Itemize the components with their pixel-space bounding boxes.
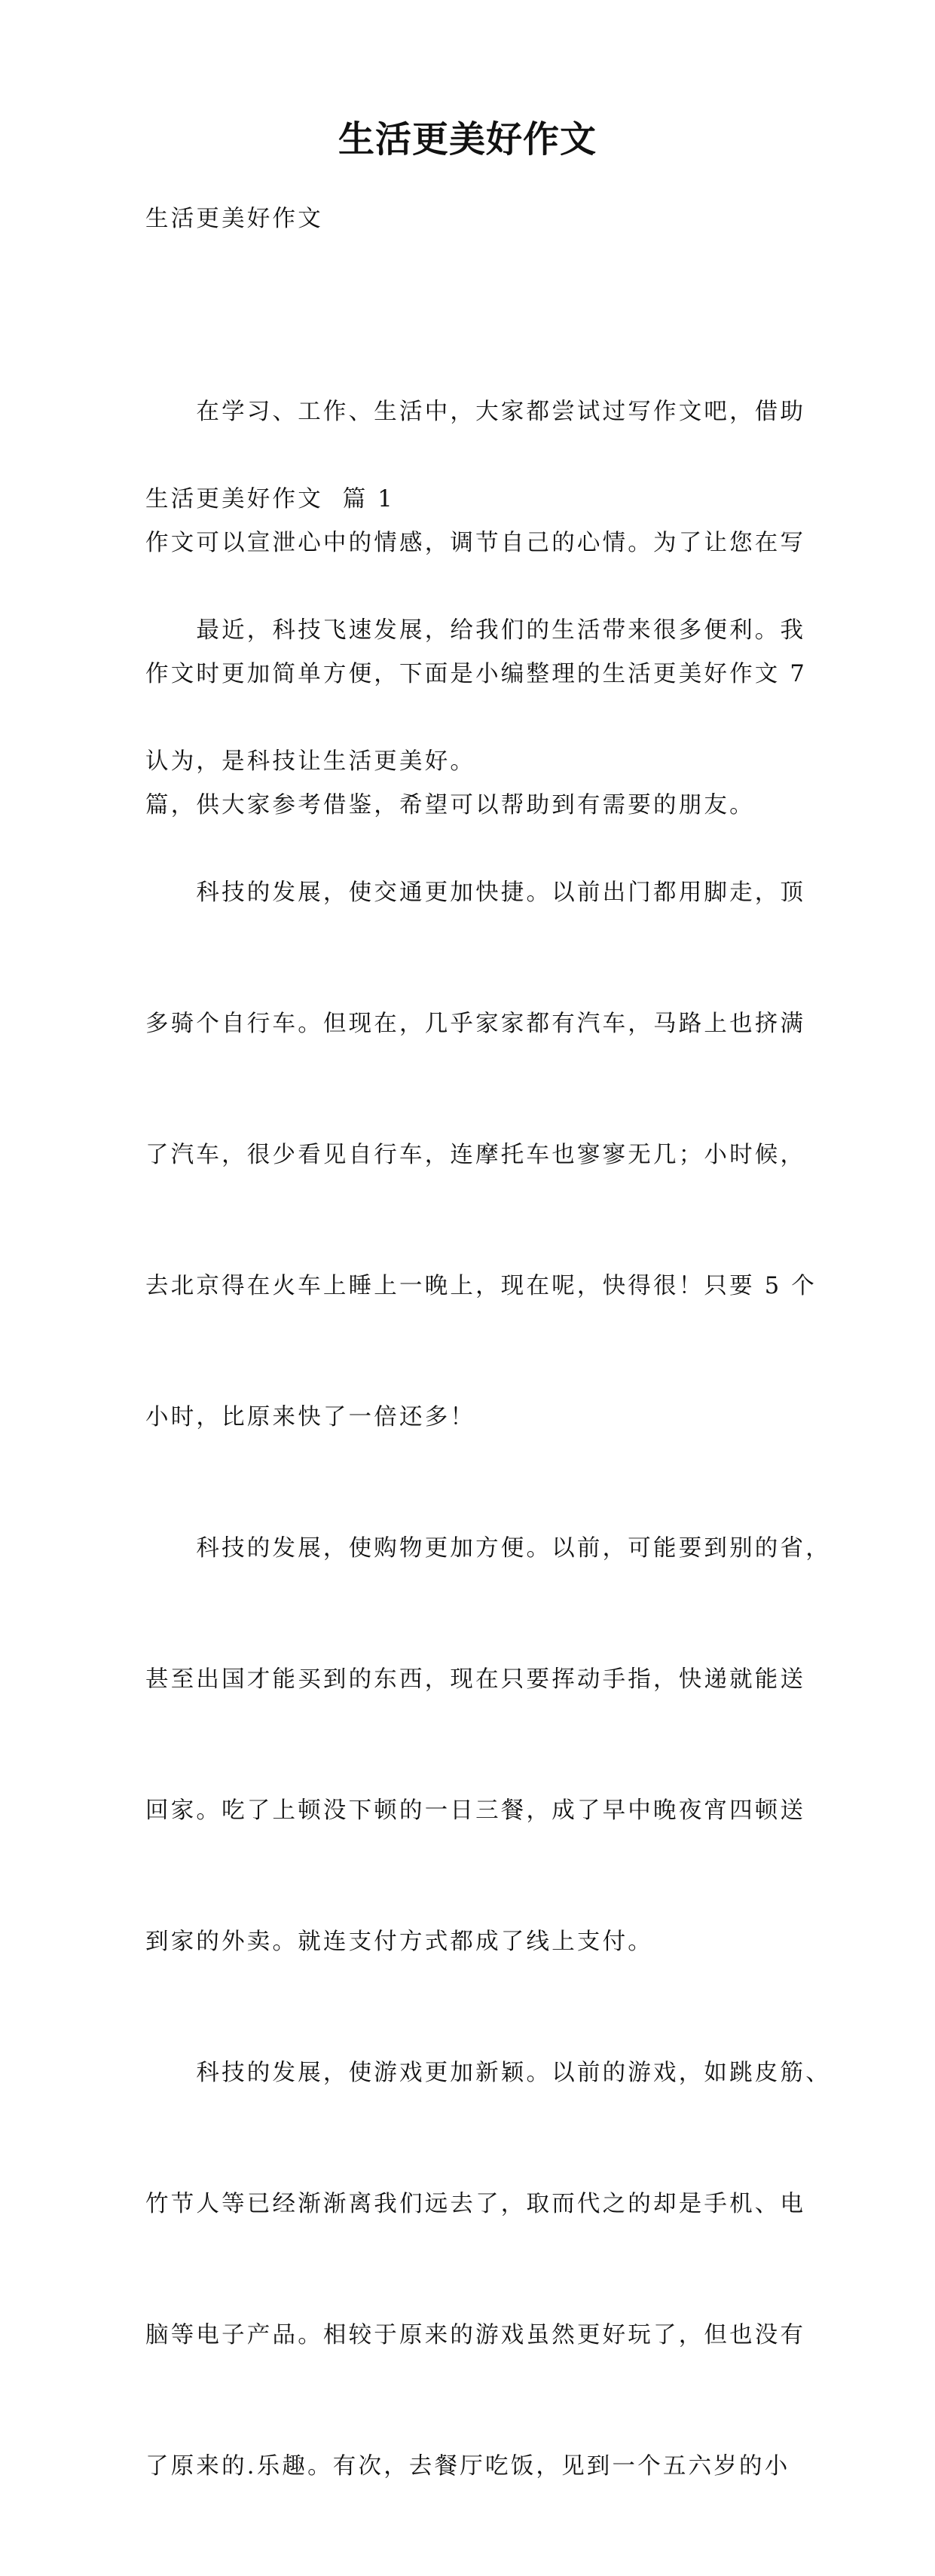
section-heading: 生活更美好作文 篇 1 [145, 486, 395, 512]
article-line: 竹节人等已经渐渐离我们远去了，取而代之的却是手机、电 [145, 2191, 806, 2217]
article-body [145, 522, 831, 2576]
article-line: 多骑个自行车。但现在，几乎家家都有汽车，马路上也挤满 [145, 1011, 806, 1037]
article-line: 科技的发展，使游戏更加新颖。以前的游戏，如跳皮筋、 [145, 2060, 831, 2086]
article-line: 了原来的.乐趣。有次，去餐厅吃饭，见到一个五六岁的小 [145, 2453, 790, 2480]
article-line: 脑等电子产品。相较于原来的游戏虽然更好玩了，但也没有 [145, 2322, 806, 2348]
intro-line: 在学习、工作、生活中，大家都尝试过写作文吧，借助 [145, 399, 806, 425]
article-line: 到家的外卖。就连支付方式都成了线上支付。 [145, 1929, 653, 1955]
intro-line: 作文时更加简单方便，下面是小编整理的生活更美好作文 7 [145, 661, 807, 687]
article-line: 了汽车，很少看见自行车，连摩托车也寥寥无几；小时候， [145, 1142, 806, 1168]
article-line: 科技的发展，使交通更加快捷。以前出门都用脚走，顶 [145, 880, 806, 906]
article-line: 认为，是科技让生活更美好。 [145, 748, 476, 775]
article-line: 回家。吃了上顿没下顿的一日三餐，成了早中晚夜宵四顿送 [145, 1797, 806, 1824]
article-line: 小时，比原来快了一倍还多！ [145, 1404, 476, 1430]
article-line: 甚至出国才能买到的东西，现在只要挥动手指，快递就能送 [145, 1666, 806, 1693]
article-line: 去北京得在火车上睡上一晚上，现在呢，快得很！只要 5 个 [145, 1273, 817, 1299]
intro-line: 篇，供大家参考借鉴，希望可以帮助到有需要的朋友。 [145, 792, 755, 818]
article-line: 科技的发展，使购物更加方便。以前，可能要到别的省， [145, 1535, 831, 1562]
document-subtitle: 生活更美好作文 [145, 206, 323, 232]
document-title: 生活更美好作文 [338, 118, 597, 161]
article-line: 最近，科技飞速发展，给我们的生活带来很多便利。我 [145, 617, 806, 644]
intro-line: 作文可以宣泄心中的情感，调节自己的心情。为了让您在写 [145, 530, 806, 556]
